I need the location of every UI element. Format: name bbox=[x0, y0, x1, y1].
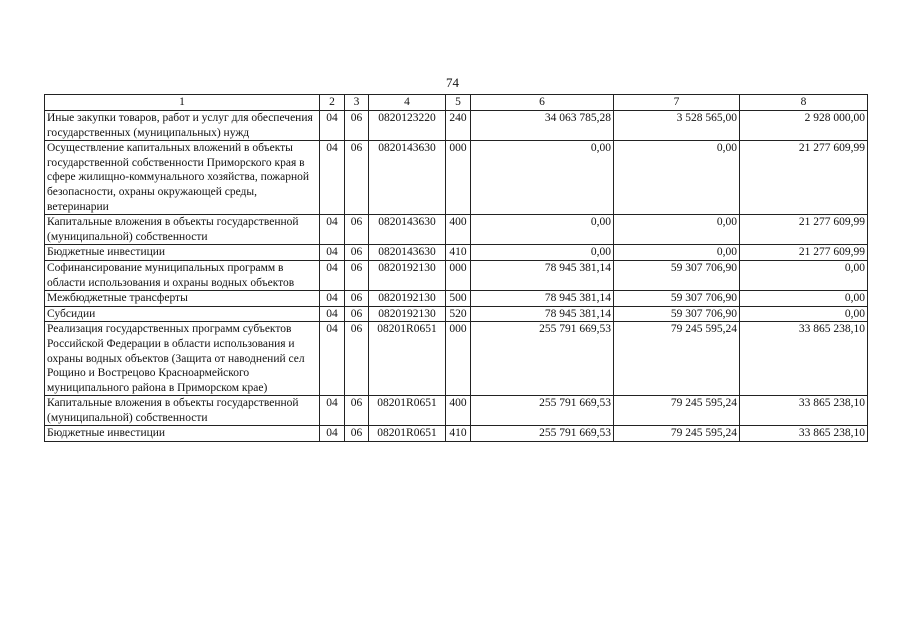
amount-col-8: 0,00 bbox=[740, 306, 868, 322]
expense-type-code: 520 bbox=[446, 306, 471, 322]
amount-col-8: 0,00 bbox=[740, 260, 868, 290]
section-code: 04 bbox=[320, 245, 345, 261]
subsection-code: 06 bbox=[345, 426, 369, 442]
column-header: 2 bbox=[320, 95, 345, 111]
target-article-code: 0820143630 bbox=[369, 215, 446, 245]
expense-type-code: 000 bbox=[446, 260, 471, 290]
table-row bbox=[45, 245, 868, 261]
row-name: Капитальные вложения в объекты государственной (муниципальной) собственности bbox=[45, 396, 320, 426]
amount-col-6: 34 063 785,28 bbox=[471, 111, 614, 141]
amount-col-6: 78 945 381,14 bbox=[471, 291, 614, 307]
column-header: 4 bbox=[369, 95, 446, 111]
section-code: 04 bbox=[320, 291, 345, 307]
table-row bbox=[45, 396, 868, 426]
column-header: 8 bbox=[740, 95, 868, 111]
expense-type-code: 410 bbox=[446, 426, 471, 442]
amount-col-6: 0,00 bbox=[471, 141, 614, 215]
table-row bbox=[45, 215, 868, 245]
column-header: 1 bbox=[45, 95, 320, 111]
expense-type-code: 500 bbox=[446, 291, 471, 307]
target-article-code: 08201R0651 bbox=[369, 426, 446, 442]
section-code: 04 bbox=[320, 141, 345, 215]
amount-col-6: 0,00 bbox=[471, 215, 614, 245]
expense-type-code: 400 bbox=[446, 396, 471, 426]
section-code: 04 bbox=[320, 111, 345, 141]
column-header: 7 bbox=[614, 95, 740, 111]
subsection-code: 06 bbox=[345, 291, 369, 307]
amount-col-8: 33 865 238,10 bbox=[740, 396, 868, 426]
amount-col-7: 0,00 bbox=[614, 215, 740, 245]
table-row bbox=[45, 306, 868, 322]
table-row bbox=[45, 111, 868, 141]
header-row bbox=[45, 95, 868, 111]
section-code: 04 bbox=[320, 322, 345, 396]
section-code: 04 bbox=[320, 426, 345, 442]
target-article-code: 0820192130 bbox=[369, 291, 446, 307]
table-row bbox=[45, 322, 868, 396]
amount-col-7: 79 245 595,24 bbox=[614, 322, 740, 396]
target-article-code: 08201R0651 bbox=[369, 396, 446, 426]
subsection-code: 06 bbox=[345, 141, 369, 215]
subsection-code: 06 bbox=[345, 396, 369, 426]
target-article-code: 0820123220 bbox=[369, 111, 446, 141]
table-row bbox=[45, 291, 868, 307]
amount-col-7: 79 245 595,24 bbox=[614, 426, 740, 442]
amount-col-8: 21 277 609,99 bbox=[740, 215, 868, 245]
amount-col-8: 21 277 609,99 bbox=[740, 141, 868, 215]
table-row bbox=[45, 141, 868, 215]
section-code: 04 bbox=[320, 306, 345, 322]
target-article-code: 0820143630 bbox=[369, 245, 446, 261]
subsection-code: 06 bbox=[345, 322, 369, 396]
expense-type-code: 000 bbox=[446, 141, 471, 215]
amount-col-6: 255 791 669,53 bbox=[471, 322, 614, 396]
row-name: Осуществление капитальных вложений в объекты государственной собственности Приморского края в сфере жилищно-коммунального хозяйства, пожарной безопасности, охраны окружающей среды, ветеринарии bbox=[45, 141, 320, 215]
row-name: Капитальные вложения в объекты государственной (муниципальной) собственности bbox=[45, 215, 320, 245]
amount-col-7: 59 307 706,90 bbox=[614, 260, 740, 290]
row-name: Бюджетные инвестиции bbox=[45, 426, 320, 442]
row-name: Межбюджетные трансферты bbox=[45, 291, 320, 307]
amount-col-6: 255 791 669,53 bbox=[471, 426, 614, 442]
table-row bbox=[45, 260, 868, 290]
target-article-code: 0820192130 bbox=[369, 260, 446, 290]
amount-col-6: 0,00 bbox=[471, 245, 614, 261]
amount-col-6: 78 945 381,14 bbox=[471, 260, 614, 290]
target-article-code: 0820192130 bbox=[369, 306, 446, 322]
subsection-code: 06 bbox=[345, 260, 369, 290]
row-name: Иные закупки товаров, работ и услуг для обеспечения государственных (муниципальных) нужд bbox=[45, 111, 320, 141]
table-row bbox=[45, 426, 868, 442]
amount-col-8: 21 277 609,99 bbox=[740, 245, 868, 261]
budget-table bbox=[44, 94, 868, 442]
amount-col-7: 59 307 706,90 bbox=[614, 306, 740, 322]
subsection-code: 06 bbox=[345, 111, 369, 141]
expense-type-code: 240 bbox=[446, 111, 471, 141]
amount-col-8: 0,00 bbox=[740, 291, 868, 307]
expense-type-code: 410 bbox=[446, 245, 471, 261]
subsection-code: 06 bbox=[345, 245, 369, 261]
column-header: 6 bbox=[471, 95, 614, 111]
amount-col-8: 33 865 238,10 bbox=[740, 426, 868, 442]
section-code: 04 bbox=[320, 260, 345, 290]
target-article-code: 08201R0651 bbox=[369, 322, 446, 396]
amount-col-7: 79 245 595,24 bbox=[614, 396, 740, 426]
section-code: 04 bbox=[320, 396, 345, 426]
row-name: Субсидии bbox=[45, 306, 320, 322]
expense-type-code: 000 bbox=[446, 322, 471, 396]
amount-col-7: 0,00 bbox=[614, 245, 740, 261]
column-header: 5 bbox=[446, 95, 471, 111]
row-name: Бюджетные инвестиции bbox=[45, 245, 320, 261]
amount-col-7: 59 307 706,90 bbox=[614, 291, 740, 307]
amount-col-8: 2 928 000,00 bbox=[740, 111, 868, 141]
amount-col-6: 78 945 381,14 bbox=[471, 306, 614, 322]
section-code: 04 bbox=[320, 215, 345, 245]
subsection-code: 06 bbox=[345, 215, 369, 245]
amount-col-7: 3 528 565,00 bbox=[614, 111, 740, 141]
amount-col-7: 0,00 bbox=[614, 141, 740, 215]
target-article-code: 0820143630 bbox=[369, 141, 446, 215]
row-name: Софинансирование муниципальных программ в области использования и охраны водных объектов bbox=[45, 260, 320, 290]
expense-type-code: 400 bbox=[446, 215, 471, 245]
row-name: Реализация государственных программ субъектов Российской Федерации в области использования и охраны водных объектов (Защита от наводнений сел Рощино и Вострецово Красноармейского муниципального района в Приморском крае) bbox=[45, 322, 320, 396]
column-header: 3 bbox=[345, 95, 369, 111]
amount-col-8: 33 865 238,10 bbox=[740, 322, 868, 396]
amount-col-6: 255 791 669,53 bbox=[471, 396, 614, 426]
page-number: 74 bbox=[446, 75, 459, 90]
subsection-code: 06 bbox=[345, 306, 369, 322]
